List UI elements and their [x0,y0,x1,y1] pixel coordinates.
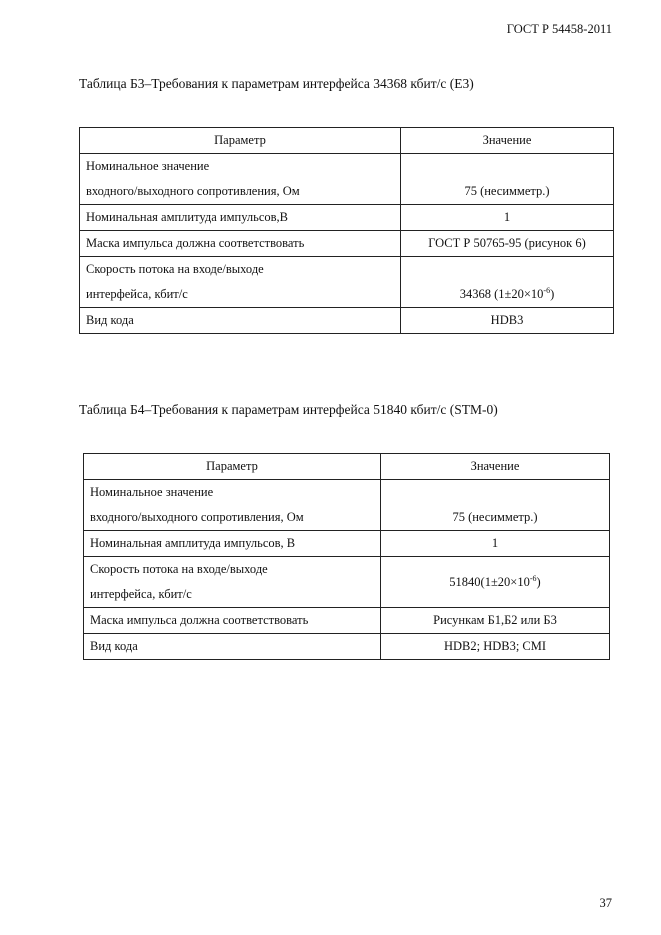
table-row [84,557,610,608]
table-b4 [83,453,610,660]
value-cell: HDB2; HDB3; CMI [381,634,610,660]
param-line: Номинальное значение [86,159,210,173]
param-cell [84,557,381,608]
param-line: Скорость потока на входе/выходе [86,262,264,276]
value-cell: 1 [381,531,610,557]
value-cell: 75 (несимметр.) [381,480,610,531]
table-row [80,231,614,257]
param-cell [84,480,381,531]
table-header-row [80,128,614,154]
column-header-value: Значение [401,128,614,154]
param-line: входного/выходного сопротивления, Ом [86,184,300,198]
value-cell: HDB3 [401,308,614,334]
param-line: Номинальное значение [90,485,214,499]
param-line: Скорость потока на входе/выходе [90,562,268,576]
value-tail: ) [536,574,541,589]
table-row [80,154,614,205]
param-line: входного/выходного сопротивления, Ом [90,510,304,524]
table-row [84,480,610,531]
param-cell [80,257,401,308]
value-main: 51840(1±20×10 [449,574,530,589]
param-cell: Вид кода [84,634,381,660]
table-header-row [84,454,610,480]
value-cell: Рисункам Б1,Б2 или Б3 [381,608,610,634]
value-exponent: -6 [529,573,537,583]
param-cell [80,154,401,205]
table-row [84,531,610,557]
param-cell: Номинальная амплитуда импульсов, В [84,531,381,557]
value-cell [381,557,610,608]
value-tail: ) [550,287,555,301]
value-main: 34368 (1±20×10 [459,287,544,301]
table-row [84,634,610,660]
column-header-param: Параметр [84,454,381,480]
value-cell: 1 [401,205,614,231]
value-cell [401,257,614,308]
table-row [80,257,614,308]
value-cell: 75 (несимметр.) [401,154,614,205]
value-cell: ГОСТ Р 50765-95 (рисунок 6) [401,231,614,257]
param-line: интерфейса, кбит/с [86,287,188,301]
page-number: 37 [599,896,612,910]
param-line: интерфейса, кбит/с [90,587,192,601]
document-code: ГОСТ Р 54458-2011 [506,22,612,36]
table-row [84,608,610,634]
table-b3-caption: Таблица Б3–Требования к параметрам интерфейса 34368 кбит/с (Е3) [79,76,474,91]
param-cell: Вид кода [80,308,401,334]
value-exponent: -6 [543,285,551,295]
table-row [80,308,614,334]
column-header-value: Значение [381,454,610,480]
param-cell: Маска импульса должна соответствовать [84,608,381,634]
param-cell: Номинальная амплитуда импульсов,В [80,205,401,231]
param-cell: Маска импульса должна соответствовать [80,231,401,257]
table-row [80,205,614,231]
table-b4-caption: Таблица Б4–Требования к параметрам интерфейса 51840 кбит/с (STM-0) [79,402,498,417]
table-b3 [79,127,614,334]
column-header-param: Параметр [80,128,401,154]
